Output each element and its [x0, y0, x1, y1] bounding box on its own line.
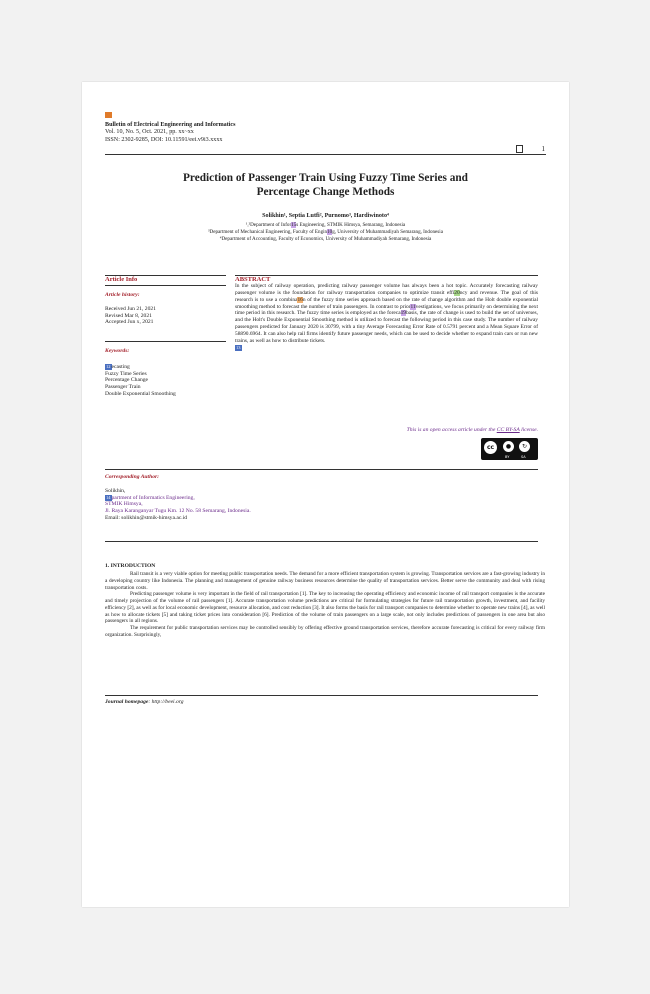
history-heading: Article history: [105, 292, 140, 298]
journal-homepage [105, 699, 184, 706]
abstract-text: vestigations, we focus primarily on determining the next time period in this research. The fuzzy time series is employed as the foreca [235, 303, 538, 317]
license-text: This is an open access article under the [406, 427, 497, 433]
license-end: license. [519, 427, 538, 433]
intro-paragraph: The requirement for public transportation services may be controlled sensibly by offering effective ground transportation services, therefore accurate forecasting is critical for every railway firm organization. Surprisingly, [105, 625, 545, 638]
by-person-icon: ● [503, 441, 514, 452]
page-box-icon [516, 145, 523, 153]
affil-1-b: s Engineering, STMIK Himsya, Semarang, Indonesia [296, 222, 406, 228]
revised-date: Revised Mar 8, 2021 [105, 312, 152, 319]
corresponding-heading: Corresponding Author: [105, 474, 160, 480]
article-history [105, 306, 156, 326]
annotation-badge: 12 [106, 364, 111, 369]
header-rule [105, 154, 546, 155]
author-dept [105, 495, 251, 502]
intro-paragraph: Predicting passenger volume is very important in the field of rail transportation [1]. The key to increasing the operating efficiency and economic income of rail transport companies is the accurate and timely projection of the volume of rail passengers [1]. Accurate transportation volume predictions are critical for formulating strategies for future rail transportation growth, investment, and facility efficiency [2], as well as for local economic development, resource allocation, and cost reduction [3]. It also forms the basis for rail transport companies to determine whether to operate new trains [4], as well as how to allocate tickets [5] and taking ticket prices into consideration [6]. Prediction of the volume of train passengers on a large scale, not only includes predictions of passengers in one area but also passengers in all regions. [105, 591, 545, 625]
issn-doi: ISSN: 2302-9285, DOI: 10.11591/eei.v9i3.xxxx [105, 136, 223, 143]
author-name: Solikhin, [105, 488, 126, 494]
annotation-badge: 14 [106, 494, 111, 500]
abstract-text: n of the fuzzy time series approach based on the rate of change algorithm and the Holt double exponential smoothing method to forecast the number of train passengers. In contrast to prior [235, 296, 538, 310]
license-link[interactable]: CC BY-SA [496, 427, 520, 433]
affil-2-a: ³Department of Mechanical Engineering, Faculty of Engin [208, 228, 328, 235]
license-note [407, 427, 538, 434]
authors: Solikhin¹, Septia Lutfi², Purnomo³, Hardiwinoto⁴ [262, 213, 389, 219]
author-address: Jl. Raya Karanganyar Tugu Km. 12 No. 58 Semarang, Indonesia. [105, 508, 251, 515]
keyword-item: Fuzzy Time Series [105, 370, 147, 377]
abstract-text: In the subject of railway operation, predicting railway passenger volume has always been a hot topic. Accurately forecasting railway passenger volume is the foundation for railway transportation companies to optimize transit effi [235, 283, 538, 296]
page-number: 1 [541, 145, 545, 153]
abstract-rule [235, 275, 538, 276]
author-email: Email: solikhin@stmik-himsya.ac.id [105, 514, 188, 521]
author-institution: STMIK Himsya, [105, 501, 143, 508]
abstract-body [235, 283, 538, 351]
highlight-badge: 19 [400, 310, 406, 317]
info-sub-rule [105, 285, 226, 286]
share-alike-icon: ↻ [519, 441, 530, 452]
journal-header [105, 112, 236, 144]
title-line-2: Percentage Change Methods [256, 186, 395, 198]
received-date: Received Jun 21, 2021 [105, 306, 156, 312]
corresponding-rule [105, 541, 538, 542]
footer-rule [105, 695, 538, 696]
paper-title [82, 171, 569, 199]
title-line-1: Prediction of Passenger Train Using Fuzzy Time Series and [183, 172, 468, 184]
cc-by-label: BY [505, 455, 510, 459]
keywords-rule [105, 341, 226, 342]
highlight-badge: 16 [297, 296, 303, 303]
cc-by-sa-badge[interactable] [481, 438, 538, 460]
keyword-item: Percentage Change [105, 377, 149, 384]
highlight-badge: 10 [327, 228, 333, 235]
affil-2-b: g, University of Muhammadiyah Semarang, Indonesia [332, 228, 443, 235]
article-info-heading: Article Info [105, 276, 138, 283]
cc-icon: cc [484, 441, 497, 454]
abstract-text: basis, the rate of change is used to build the set of universes, and the Holt's Double Exponential Smoothing method is utilized to forecast the following period in this case study. The number of railway passengers predicted for January 2020 is 30799, with a tiny Average Forecasting Error Rate of 0.5791 percent and a Mean Square Error of 58890.6964. It can also help rail firms identify future passenger needs, which can be used to decide whether to expand train cars or run new trains, as well as how to distribute tickets. [235, 310, 539, 344]
keywords-heading: Keywords: [105, 348, 130, 354]
dept-text: partment of Informatics Engineering, [111, 494, 195, 501]
affiliation-1 [82, 222, 569, 229]
affil-1-a: ¹,²Department of Infor [245, 222, 292, 228]
annotation-badge: 13 [236, 344, 241, 350]
journal-name: Bulletin of Electrical Engineering and Informatics [105, 122, 236, 129]
abstract-text: ncy and revenue. The goal of this research is to use a combina [235, 289, 538, 303]
cc-sa-label: SA [521, 455, 526, 459]
highlight-badge: 11 [410, 303, 416, 310]
keywords-list [105, 364, 176, 398]
volume-info: Vol. 10, No. 5, Oct. 2021, pp. xx~xx [105, 129, 194, 136]
affiliation-2 [82, 229, 569, 236]
paper-page [82, 82, 569, 907]
affiliation-3: ⁴Department of Accounting, Faculty of Economics, University of Muhammadiyah Semarang, Indonesia [219, 235, 432, 242]
highlight-badge: 20 [454, 289, 460, 296]
journal-logo-icon [105, 112, 112, 118]
homepage-url[interactable]: : http://beei.org [148, 699, 184, 705]
intro-paragraph: Rail transit is a very viable option for meeting public transportation needs. The demand for a more efficient transportation system is growing. Transportation services are a fast-growing industry in a developing country like Indonesia. The planning and management of genuine railway business resources determine the quality of transportation services. Better serve the community and deal with rising transportation costs. [105, 571, 545, 591]
intro-body [105, 571, 545, 639]
keyword-item: Double Exponential Smoothing [105, 390, 176, 397]
abstract-end-rule [105, 469, 538, 470]
homepage-label: Journal homepage [105, 699, 149, 705]
keyword-text: ecasting [111, 364, 130, 370]
highlight-badge: 15 [291, 222, 297, 228]
abstract-heading: ABSTRACT [235, 276, 271, 283]
keyword-item [105, 364, 176, 371]
corresponding-author [105, 488, 251, 522]
keyword-item: Passenger Train [105, 384, 141, 391]
accepted-date: Accepted Jun x, 2021 [105, 319, 154, 326]
affiliations [82, 222, 569, 242]
intro-heading: 1. INTRODUCTION [105, 563, 156, 569]
